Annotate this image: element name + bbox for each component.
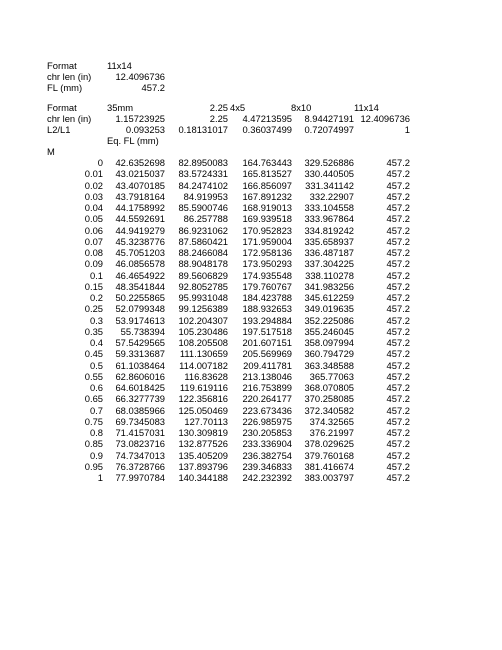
eq-fl-cell: 69.7345083 <box>115 415 165 427</box>
ratio-35mm: 0.093253 <box>125 124 165 135</box>
eq-fl-cell: 114.007182 <box>179 359 228 371</box>
magnification-value: 0.15 <box>84 280 103 292</box>
eq-fl-cell: 457.2 <box>386 303 410 315</box>
eq-fl-cell: 220.264177 <box>242 393 292 405</box>
eq-fl-cell: 44.9419279 <box>115 224 165 236</box>
eq-fl-cell: 99.1256389 <box>178 303 228 315</box>
magnification-value: 0.6 <box>89 382 103 393</box>
eq-fl-cell: 169.939518 <box>242 213 292 225</box>
eq-fl-cell: 457.2 <box>386 393 410 405</box>
eq-fl-cell: 457.2 <box>386 415 410 427</box>
eq-fl-cell: 68.0385966 <box>115 404 165 416</box>
eq-fl-cell: 457.2 <box>386 472 410 483</box>
eq-fl-cell: 457.2 <box>386 247 410 258</box>
eq-fl-cell: 43.7918164 <box>115 190 165 202</box>
eq-fl-cell: 457.2 <box>386 213 410 225</box>
magnification-value: 0.7 <box>89 404 103 416</box>
eq-fl-cell: 334.819242 <box>304 224 354 236</box>
magnification-value: 0.75 <box>84 415 103 427</box>
eq-fl-cell: 46.4654922 <box>115 269 165 281</box>
eq-fl-cell: 457.2 <box>386 224 410 236</box>
eq-fl-cell: 216.753899 <box>242 382 292 393</box>
eq-fl-cell: 376.21997 <box>309 427 354 438</box>
eq-fl-cell: 83.5724331 <box>178 168 228 180</box>
eq-fl-cell: 127.70113 <box>184 415 228 427</box>
magnification-value: 0.35 <box>84 325 103 337</box>
eq-fl-cell: 44.5592691 <box>115 213 165 225</box>
eq-fl-cell: 457.2 <box>386 280 410 292</box>
eq-fl-cell: 64.6018425 <box>115 382 165 393</box>
eq-fl-cell: 86.257788 <box>183 213 228 225</box>
chr-len-35mm: 1.15723925 <box>115 113 165 124</box>
eq-fl-cell: 349.019635 <box>304 303 354 315</box>
format-4x5: 4x5 <box>230 102 246 113</box>
eq-fl-cell: 239.346833 <box>242 460 292 472</box>
eq-fl-cell: 352.225086 <box>304 314 354 326</box>
eq-fl-cell: 333.967864 <box>304 213 354 225</box>
eq-fl-cell: 193.294884 <box>242 314 292 326</box>
eq-fl-cell: 132.877526 <box>178 438 228 450</box>
eq-fl-cell: 236.382754 <box>242 449 292 461</box>
eq-fl-cell: 42.6352698 <box>115 157 165 168</box>
fl-label: FL (mm) <box>47 82 83 93</box>
eq-fl-cell: 62.8606016 <box>115 370 165 382</box>
magnification-value: 0.07 <box>84 235 103 247</box>
eq-fl-cell: 337.304225 <box>304 258 354 270</box>
eq-fl-cell: 374.32565 <box>309 415 354 427</box>
eq-fl-cell: 381.416674 <box>304 460 354 472</box>
eq-fl-cell: 233.336904 <box>242 438 292 450</box>
eq-fl-cell: 82.8950083 <box>178 157 228 168</box>
eq-fl-cell: 457.2 <box>386 370 410 382</box>
eq-fl-cell: 45.3238776 <box>115 235 165 247</box>
eq-fl-cell: 335.658937 <box>304 235 354 247</box>
eq-fl-cell: 76.3728766 <box>115 460 165 472</box>
ratio-8x10: 0.72074997 <box>304 124 354 135</box>
eq-fl-cell: 57.5429565 <box>115 337 165 348</box>
eq-fl-cell: 360.794729 <box>304 348 354 360</box>
ratio-4x5: 0.36037499 <box>242 124 292 135</box>
chr-len-8x10: 8.94427191 <box>304 113 354 124</box>
eq-fl-cell: 92.8052785 <box>178 280 228 292</box>
eq-fl-cell: 333.104558 <box>304 202 354 213</box>
magnification-value: 0.05 <box>84 213 103 225</box>
eq-fl-cell: 457.2 <box>386 404 410 416</box>
eq-fl-cell: 89.5606829 <box>178 269 228 281</box>
magnification-value: 0.09 <box>84 258 103 270</box>
eq-fl-cell: 119.619116 <box>179 382 228 393</box>
magnification-value: 0.3 <box>89 314 103 326</box>
eq-fl-cell: 188.932653 <box>242 303 292 315</box>
eq-fl-cell: 46.0856578 <box>115 258 165 270</box>
eq-fl-cell: 125.050469 <box>178 404 228 416</box>
eq-fl-cell: 43.0215037 <box>115 168 165 180</box>
eq-fl-cell: 88.2466084 <box>178 247 228 258</box>
fl-value: 457.2 <box>141 82 165 93</box>
eq-fl-cell: 61.1038464 <box>115 359 165 371</box>
chr-len-11x14: 12.4096736 <box>360 113 410 124</box>
eq-fl-cell: 174.935548 <box>242 269 292 281</box>
format-8x10: 8x10 <box>291 102 312 113</box>
eq-fl-cell: 184.423788 <box>242 292 292 303</box>
format-35mm: 35mm <box>107 102 134 113</box>
eq-fl-cell: 137.893796 <box>178 460 228 472</box>
eq-fl-cell: 95.9931048 <box>178 292 228 303</box>
eq-fl-cell: 457.2 <box>386 438 410 450</box>
eq-fl-cell: 331.341142 <box>305 179 354 191</box>
eq-fl-cell: 116.83628 <box>184 370 228 382</box>
eq-fl-cell: 457.2 <box>386 235 410 247</box>
magnification-value: 0.04 <box>84 202 103 213</box>
magnification-value: 0.25 <box>84 303 103 315</box>
eq-fl-cell: 457.2 <box>386 460 410 472</box>
format-label: Format <box>47 60 77 71</box>
eq-fl-cell: 363.348588 <box>304 359 354 371</box>
eq-fl-cell: 332.22907 <box>309 190 354 202</box>
eq-fl-cell: 201.607151 <box>242 337 292 348</box>
eq-fl-cell: 172.958136 <box>242 247 292 258</box>
magnification-value: 0.9 <box>89 449 103 461</box>
eq-fl-cell: 457.2 <box>386 292 410 303</box>
eq-fl-cell: 111.130659 <box>179 348 228 360</box>
eq-fl-cell: 84.919953 <box>183 190 228 202</box>
eq-fl-cell: 330.440505 <box>304 168 354 180</box>
eq-fl-cell: 59.3313687 <box>115 348 165 360</box>
magnification-value: 0.5 <box>89 359 103 371</box>
chr-len-2-25: 2.25 <box>209 113 228 124</box>
eq-fl-cell: 457.2 <box>386 157 410 168</box>
eq-fl-cell: 213.138046 <box>242 370 292 382</box>
magnification-value: 0.65 <box>84 393 103 405</box>
eq-fl-cell: 370.258085 <box>304 393 354 405</box>
eq-fl-cell: 66.3277739 <box>115 393 165 405</box>
eq-fl-cell: 166.856097 <box>242 179 292 191</box>
magnification-value: 0.8 <box>89 427 103 438</box>
eq-fl-cell: 85.5900746 <box>178 202 228 213</box>
eq-fl-cell: 171.959004 <box>242 235 292 247</box>
eq-fl-cell: 341.983256 <box>304 280 354 292</box>
eq-fl-cell: 457.2 <box>386 258 410 270</box>
eq-fl-cell: 45.7051203 <box>115 247 165 258</box>
eq-fl-cell: 44.1758992 <box>115 202 165 213</box>
eq-fl-cell: 372.340582 <box>304 404 354 416</box>
eq-fl-cell: 457.2 <box>386 427 410 438</box>
eq-fl-cell: 457.2 <box>386 325 410 337</box>
eq-fl-cell: 338.110278 <box>305 269 354 281</box>
eq-fl-cell: 71.4157031 <box>115 427 165 438</box>
format-11x14: 11x14 <box>354 102 379 113</box>
eq-fl-cell: 457.2 <box>386 269 410 281</box>
eq-fl-cell: 457.2 <box>386 314 410 326</box>
eq-fl-cell: 48.3541844 <box>115 280 165 292</box>
eq-fl-cell: 73.0823716 <box>115 438 165 450</box>
eq-fl-cell: 122.356816 <box>178 393 228 405</box>
m-label: M <box>47 146 55 157</box>
magnification-value: 0.2 <box>89 292 103 303</box>
magnification-value: 0.4 <box>89 337 103 348</box>
eq-fl-cell: 457.2 <box>386 449 410 461</box>
eq-fl-cell: 242.232392 <box>242 472 292 483</box>
chr-len-value: 12.4096736 <box>115 71 165 82</box>
eq-fl-cell: 86.9231062 <box>178 224 228 236</box>
eq-fl-cell: 105.230486 <box>178 325 228 337</box>
eq-fl-cell: 209.411781 <box>243 359 292 371</box>
eq-fl-cell: 457.2 <box>386 359 410 371</box>
eq-fl-cell: 223.673436 <box>242 404 292 416</box>
eq-fl-cell: 102.204307 <box>178 314 228 326</box>
magnification-value: 0.45 <box>84 348 103 360</box>
eq-fl-cell: 140.344188 <box>178 472 228 483</box>
magnification-value: 0.06 <box>84 224 103 236</box>
magnification-value: 0.1 <box>89 269 103 281</box>
eq-fl-cell: 197.517518 <box>242 325 292 337</box>
eq-fl-cell: 43.4070185 <box>115 179 165 191</box>
eq-fl-cell: 170.952823 <box>242 224 292 236</box>
magnification-value: 0.55 <box>84 370 103 382</box>
eq-fl-cell: 164.763443 <box>242 157 292 168</box>
eq-fl-cell: 179.760767 <box>242 280 292 292</box>
eq-fl-cell: 457.2 <box>386 202 410 213</box>
ratio-11x14: 1 <box>404 124 410 135</box>
eq-fl-cell: 355.246045 <box>304 325 354 337</box>
eq-fl-cell: 345.612259 <box>304 292 354 303</box>
magnification-value: 0 <box>97 157 103 168</box>
ratio-2-25: 0.18131017 <box>178 124 228 135</box>
eq-fl-cell: 87.5860421 <box>178 235 228 247</box>
eq-fl-cell: 50.2255865 <box>115 292 165 303</box>
eq-fl-cell: 457.2 <box>386 348 410 360</box>
eq-fl-cell: 368.070805 <box>304 382 354 393</box>
format-value: 11x14 <box>107 60 132 71</box>
eq-fl-cell: 457.2 <box>386 168 410 180</box>
eq-fl-cell: 165.813527 <box>242 168 292 180</box>
eq-fl-cell: 329.526886 <box>304 157 354 168</box>
eq-fl-cell: 383.003797 <box>304 472 354 483</box>
eq-fl-cell: 457.2 <box>386 337 410 348</box>
chr-len-label: chr len (in) <box>47 71 92 82</box>
eq-fl-cell: 378.029625 <box>304 438 354 450</box>
eq-fl-cell: 230.205853 <box>242 427 292 438</box>
eq-fl-cell: 226.985975 <box>242 415 292 427</box>
eq-fl-label: Eq. FL (mm) <box>107 135 159 146</box>
magnification-value: 1 <box>97 472 103 483</box>
eq-fl-cell: 130.309819 <box>178 427 228 438</box>
eq-fl-cell: 457.2 <box>386 190 410 202</box>
eq-fl-cell: 74.7347013 <box>115 449 165 461</box>
eq-fl-cell: 55.738394 <box>120 325 165 337</box>
format-2-25: 2.25 <box>209 102 228 113</box>
chr-len-4x5: 4.47213595 <box>242 113 292 124</box>
eq-fl-cell: 457.2 <box>386 179 410 191</box>
magnification-value: 0.01 <box>84 168 103 180</box>
magnification-value: 0.85 <box>84 438 103 450</box>
eq-fl-cell: 336.487187 <box>304 247 354 258</box>
eq-fl-cell: 379.760168 <box>304 449 354 461</box>
eq-fl-cell: 205.569969 <box>242 348 292 360</box>
ratio-label: L2/L1 <box>47 124 71 135</box>
eq-fl-cell: 77.9970784 <box>115 472 165 483</box>
magnification-value: 0.08 <box>84 247 103 258</box>
eq-fl-cell: 84.2474102 <box>178 179 228 191</box>
eq-fl-cell: 53.9174613 <box>115 314 165 326</box>
eq-fl-cell: 167.891232 <box>242 190 292 202</box>
eq-fl-cell: 168.919013 <box>242 202 292 213</box>
eq-fl-cell: 173.950293 <box>242 258 292 270</box>
eq-fl-cell: 358.097994 <box>304 337 354 348</box>
eq-fl-cell: 457.2 <box>386 382 410 393</box>
eq-fl-cell: 88.9048178 <box>178 258 228 270</box>
header-format-label: Format <box>47 102 77 113</box>
magnification-value: 0.95 <box>84 460 103 472</box>
eq-fl-cell: 365.77063 <box>309 370 354 382</box>
magnification-value: 0.03 <box>84 190 103 202</box>
header-chr-len-label: chr len (in) <box>47 113 92 124</box>
magnification-value: 0.02 <box>84 179 103 191</box>
eq-fl-cell: 135.405209 <box>178 449 228 461</box>
eq-fl-cell: 52.0799348 <box>115 303 165 315</box>
eq-fl-cell: 108.205508 <box>178 337 228 348</box>
